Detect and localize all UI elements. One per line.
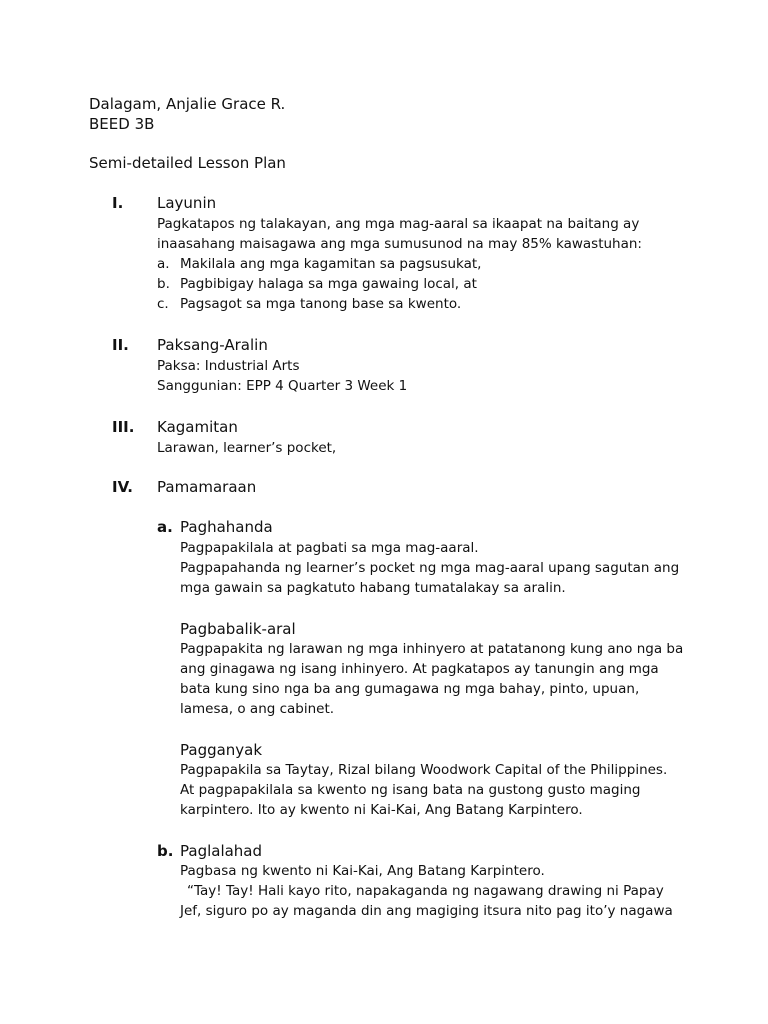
subsection-a-marker: a. (157, 518, 173, 536)
section-1-intro-line: inaasahang maisagawa ang mga sumusunod na may 85% kawastuhan: (157, 236, 642, 252)
section-1-title: Layunin (157, 194, 217, 212)
subsection-b-title: Paglalahad (180, 842, 263, 860)
section-4-numeral: IV. (112, 478, 133, 496)
balik-aral-title: Pagbabalik-aral (180, 620, 296, 638)
paghahanda-line: Pagpapahanda ng learner’s pocket ng mga mag-aaral upang sagutan ang (180, 560, 680, 576)
section-2-line: Paksa: Industrial Arts (157, 358, 300, 374)
balik-aral-line: ang ginagawa ng isang inhinyero. At pagkatapos ay tanungin ang mga (180, 661, 659, 677)
section-3-numeral: III. (112, 418, 135, 436)
balik-aral-line: lamesa, o ang cabinet. (180, 701, 335, 717)
section-2-line: Sanggunian: EPP 4 Quarter 3 Week 1 (157, 378, 408, 394)
paglalahad-line: Jef, siguro po ay maganda din ang magiging itsura nito pag ito’y nagawa (180, 903, 673, 919)
section-3-line: Larawan, learner’s pocket, (157, 440, 337, 456)
section-3-title: Kagamitan (157, 418, 238, 436)
section-2-title: Paksang-Aralin (157, 336, 268, 354)
section-1-intro-line: Pagkatapos ng talakayan, ang mga mag-aaral sa ikaapat na baitang ay (157, 216, 640, 232)
pagganyak-line: karpintero. Ito ay kwento ni Kai-Kai, Ang Batang Karpintero. (180, 802, 583, 818)
pagganyak-line: At pagpapakilala sa kwento ng isang bata na gustong gusto maging (180, 782, 641, 798)
list-marker: b. (157, 276, 170, 292)
subsection-b-marker: b. (157, 842, 174, 860)
section-4-title: Pamamaraan (157, 478, 257, 496)
section-2-numeral: II. (112, 336, 129, 354)
list-marker: a. (157, 256, 170, 272)
section-1-numeral: I. (112, 194, 124, 212)
list-item: Pagsagot sa mga tanong base sa kwento. (180, 296, 462, 312)
author-name: Dalagam, Anjalie Grace R. (89, 95, 286, 113)
paglalahad-line: “Tay! Tay! Hali kayo rito, napakaganda ng nagawang drawing ni Papay (187, 883, 664, 899)
pagganyak-line: Pagpapakila sa Taytay, Rizal bilang Woodwork Capital of the Philippines. (180, 762, 668, 778)
list-item: Makilala ang mga kagamitan sa pagsusukat, (180, 256, 482, 272)
subsection-a-title: Paghahanda (180, 518, 273, 536)
balik-aral-line: bata kung sino nga ba ang gumagawa ng mga bahay, pinto, upuan, (180, 681, 640, 697)
document-title: Semi-detailed Lesson Plan (89, 154, 286, 172)
list-item: Pagbibigay halaga sa mga gawaing local, at (180, 276, 477, 292)
balik-aral-line: Pagpapakita ng larawan ng mga inhinyero at patatanong kung ano nga ba (180, 641, 684, 657)
paglalahad-line: Pagbasa ng kwento ni Kai-Kai, Ang Batang Karpintero. (180, 863, 545, 879)
pagganyak-title: Pagganyak (180, 741, 263, 759)
list-marker: c. (157, 296, 169, 312)
author-course: BEED 3B (89, 115, 155, 133)
paghahanda-line: Pagpapakilala at pagbati sa mga mag-aaral. (180, 540, 479, 556)
paghahanda-line: mga gawain sa pagkatuto habang tumatalakay sa aralin. (180, 580, 566, 596)
